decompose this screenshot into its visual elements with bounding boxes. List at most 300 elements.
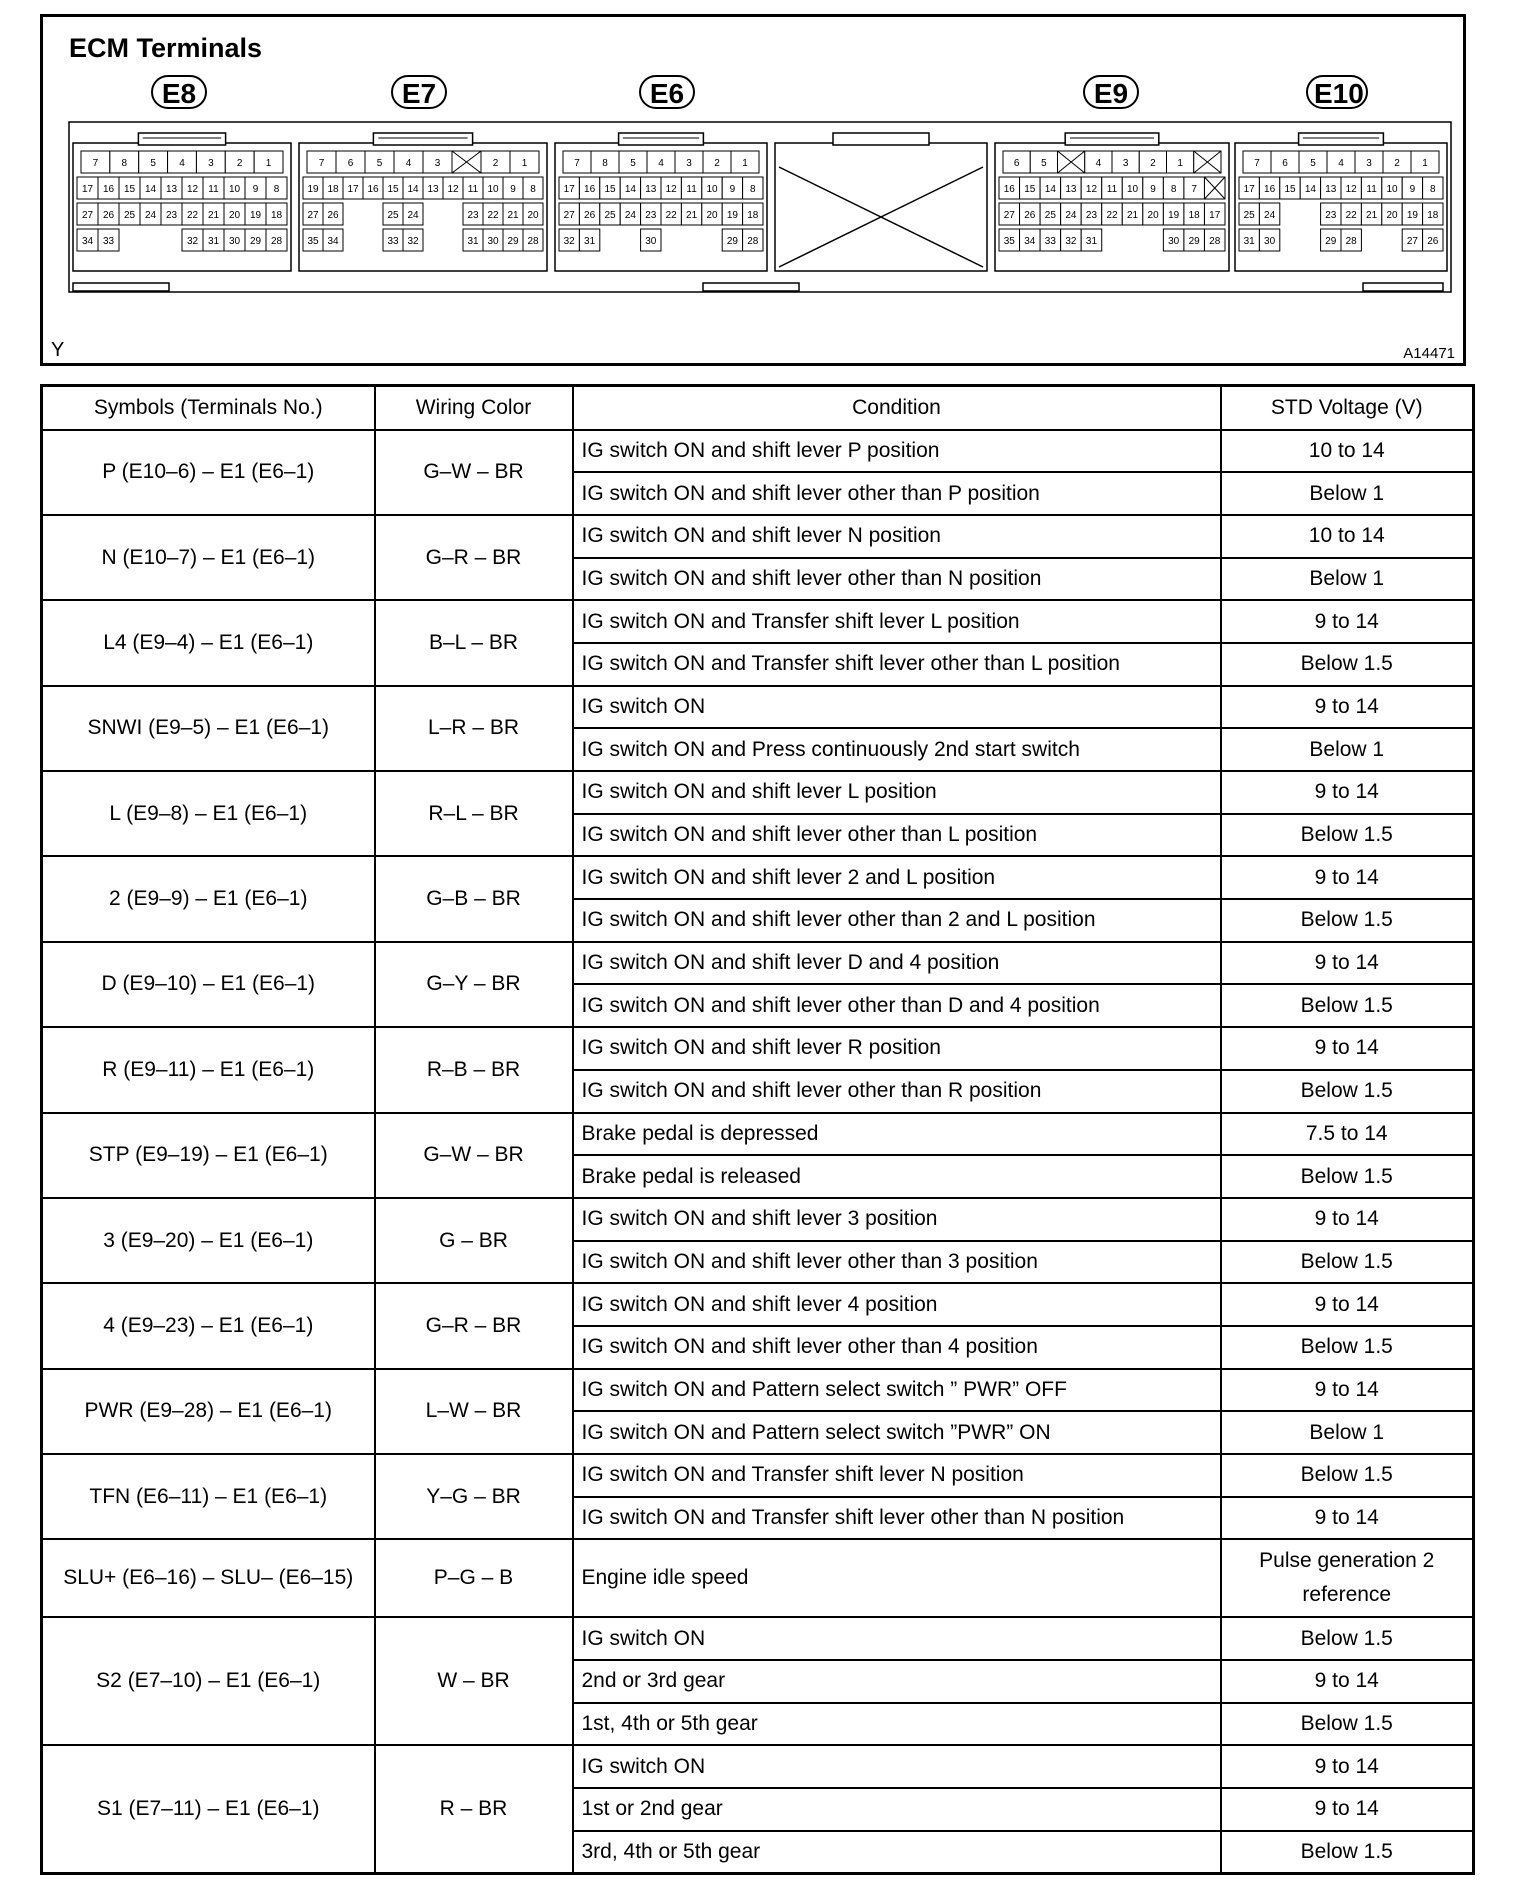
- symbol-cell: 2 (E9–9) – E1 (E6–1): [42, 856, 375, 941]
- terminal-number: 5: [1041, 158, 1047, 169]
- blank-connector-latch: [833, 133, 929, 145]
- terminal-number: 12: [1085, 184, 1098, 195]
- std-voltage-cell: Below 1.5: [1221, 1703, 1474, 1746]
- connector-drawing: [43, 17, 1463, 363]
- terminal-number: 9: [1409, 184, 1416, 195]
- terminal-number: 28: [270, 236, 283, 247]
- condition-cell: Brake pedal is depressed: [573, 1113, 1221, 1156]
- terminal-number: 11: [467, 184, 479, 195]
- condition-cell: IG switch ON and shift lever other than R position: [573, 1070, 1221, 1113]
- terminal-number: 21: [207, 210, 220, 221]
- std-voltage-cell: 9 to 14: [1221, 942, 1474, 985]
- terminal-number: 2: [714, 158, 720, 169]
- terminal-number: 19: [726, 210, 738, 221]
- terminal-number: 32: [407, 236, 419, 247]
- terminal-number: 15: [387, 184, 399, 195]
- terminal-number: 17: [347, 184, 359, 195]
- terminal-number: 6: [1013, 158, 1020, 169]
- terminal-number: 12: [665, 184, 677, 195]
- condition-cell: IG switch ON and shift lever 2 and L position: [573, 856, 1221, 899]
- terminal-number: 27: [1406, 236, 1418, 247]
- connector-latch: [1065, 133, 1159, 145]
- terminal-number: 22: [665, 210, 677, 221]
- wiring-color-cell: P–G – B: [375, 1539, 573, 1617]
- terminal-number: 17: [1243, 184, 1255, 195]
- terminal-number: 33: [387, 236, 399, 247]
- symbol-cell: SNWI (E9–5) – E1 (E6–1): [42, 686, 375, 771]
- table-row: [42, 1113, 1474, 1156]
- terminal-number: 3: [1366, 158, 1372, 169]
- connector-label: E7: [391, 75, 447, 109]
- std-voltage-cell: Below 1.5: [1221, 1617, 1474, 1660]
- terminal-number: 30: [487, 236, 499, 247]
- terminal-number: 35: [307, 236, 319, 247]
- terminal-number: 25: [123, 210, 136, 221]
- table-row: [42, 1198, 1474, 1241]
- condition-cell: IG switch ON and shift lever other than 4 position: [573, 1326, 1221, 1369]
- std-voltage-cell: Pulse generation 2 reference: [1221, 1539, 1474, 1617]
- terminal-number: 4: [1338, 158, 1344, 169]
- terminal-number: 17: [81, 184, 94, 195]
- terminal-number: 9: [729, 184, 736, 195]
- terminal-number: 25: [387, 210, 399, 221]
- terminal-number: 24: [1264, 210, 1276, 221]
- terminal-number: 31: [584, 236, 596, 247]
- header-condition: Condition: [573, 386, 1221, 430]
- bottom-tab: [1363, 283, 1443, 291]
- terminal-number: 20: [527, 210, 539, 221]
- terminal-number: 18: [1188, 210, 1200, 221]
- condition-cell: IG switch ON and shift lever other than D and 4 position: [573, 984, 1221, 1027]
- connector-latch: [619, 133, 704, 145]
- terminal-number: 7: [574, 158, 580, 169]
- terminal-number: 2: [236, 158, 243, 169]
- terminal-number: 14: [624, 184, 636, 195]
- std-voltage-cell: Below 1.5: [1221, 643, 1474, 686]
- terminal-number: 19: [249, 210, 262, 221]
- std-voltage-cell: Below 1.5: [1221, 1454, 1474, 1497]
- terminal-number: 13: [1325, 184, 1337, 195]
- terminal-number: 3: [208, 158, 214, 169]
- condition-cell: IG switch ON and shift lever L position: [573, 771, 1221, 814]
- terminal-number: 13: [1065, 184, 1077, 195]
- terminal-number: 15: [123, 184, 136, 195]
- terminal-number: 1: [521, 158, 528, 169]
- terminal-number: 7: [1191, 184, 1197, 195]
- terminal-number: 16: [584, 184, 596, 195]
- terminal-number: 31: [1085, 236, 1098, 247]
- terminal-number: 19: [1406, 210, 1418, 221]
- figure-code: A14471: [1403, 345, 1455, 362]
- std-voltage-cell: 7.5 to 14: [1221, 1113, 1474, 1156]
- terminal-number: 18: [270, 210, 283, 221]
- terminal-number: 26: [584, 210, 596, 221]
- diagram-title: ECM Terminals: [69, 33, 263, 63]
- std-voltage-cell: 9 to 14: [1221, 1788, 1474, 1831]
- std-voltage-cell: Below 1.5: [1221, 814, 1474, 857]
- connector-latch: [1299, 133, 1384, 145]
- condition-cell: IG switch ON: [573, 1745, 1221, 1788]
- wiring-color-cell: G – BR: [375, 1198, 573, 1283]
- symbol-cell: R (E9–11) – E1 (E6–1): [42, 1027, 375, 1112]
- terminal-number: 30: [1264, 236, 1276, 247]
- connector-label: E10: [1306, 75, 1368, 109]
- terminal-number: 26: [1427, 236, 1439, 247]
- condition-cell: IG switch ON: [573, 1617, 1221, 1660]
- terminal-number: 22: [186, 210, 199, 221]
- std-voltage-cell: Below 1.5: [1221, 984, 1474, 1027]
- terminal-number: 7: [92, 158, 99, 169]
- terminal-number: 8: [602, 158, 608, 169]
- wiring-color-cell: G–R – BR: [375, 1283, 573, 1368]
- symbol-cell: 4 (E9–23) – E1 (E6–1): [42, 1283, 375, 1368]
- terminal-number: 1: [742, 158, 748, 169]
- condition-cell: IG switch ON and Press continuously 2nd start switch: [573, 728, 1221, 771]
- terminal-number: 25: [604, 210, 616, 221]
- terminal-number: 19: [1168, 210, 1180, 221]
- terminal-number: 15: [1024, 184, 1036, 195]
- terminal-number: 21: [1126, 210, 1139, 221]
- terminal-number: 16: [367, 184, 379, 195]
- terminal-number: 3: [686, 158, 692, 169]
- symbol-cell: STP (E9–19) – E1 (E6–1): [42, 1113, 375, 1198]
- wiring-color-cell: L–W – BR: [375, 1369, 573, 1454]
- terminal-number: 26: [102, 210, 115, 221]
- terminal-number: 27: [81, 210, 94, 221]
- std-voltage-cell: Below 1: [1221, 558, 1474, 601]
- terminal-number: 32: [186, 236, 199, 247]
- condition-cell: IG switch ON and shift lever other than L position: [573, 814, 1221, 857]
- terminal-number: 11: [208, 184, 219, 195]
- terminal-number: 10: [1126, 184, 1139, 195]
- wiring-color-cell: R–L – BR: [375, 771, 573, 856]
- condition-cell: 1st or 2nd gear: [573, 1788, 1221, 1831]
- symbol-cell: P (E10–6) – E1 (E6–1): [42, 430, 375, 515]
- terminal-number: 14: [1044, 184, 1056, 195]
- std-voltage-cell: 9 to 14: [1221, 856, 1474, 899]
- table-row: [42, 686, 1474, 729]
- terminal-number: 8: [121, 158, 128, 169]
- std-voltage-cell: 9 to 14: [1221, 600, 1474, 643]
- terminal-number: 26: [327, 210, 339, 221]
- terminal-number: 13: [165, 184, 178, 195]
- condition-cell: IG switch ON and shift lever other than N position: [573, 558, 1221, 601]
- bottom-tab: [73, 283, 169, 291]
- terminal-number: 23: [1085, 210, 1098, 221]
- ecm-terminals-diagram: [40, 14, 1466, 366]
- table-row: [42, 1539, 1474, 1617]
- corner-mark: Y: [51, 339, 65, 361]
- std-voltage-cell: 9 to 14: [1221, 686, 1474, 729]
- terminal-number: 10: [487, 184, 499, 195]
- terminal-number: 22: [487, 210, 499, 221]
- terminal-number: 23: [467, 210, 479, 221]
- terminal-number: 4: [1095, 158, 1102, 169]
- symbol-cell: SLU+ (E6–16) – SLU– (E6–15): [42, 1539, 375, 1617]
- std-voltage-cell: 10 to 14: [1221, 515, 1474, 558]
- std-voltage-cell: 10 to 14: [1221, 430, 1474, 473]
- wiring-color-cell: G–R – BR: [375, 515, 573, 600]
- terminal-number: 23: [165, 210, 178, 221]
- terminal-number: 10: [228, 184, 241, 195]
- terminal-number: 10: [706, 184, 718, 195]
- std-voltage-cell: 9 to 14: [1221, 1745, 1474, 1788]
- terminal-number: 28: [747, 236, 759, 247]
- wiring-color-cell: G–W – BR: [375, 1113, 573, 1198]
- terminal-number: 33: [102, 236, 115, 247]
- terminal-number: 30: [228, 236, 241, 247]
- condition-cell: IG switch ON and Transfer shift lever other than L position: [573, 643, 1221, 686]
- std-voltage-cell: 9 to 14: [1221, 1497, 1474, 1540]
- terminal-number: 28: [527, 236, 539, 247]
- terminal-number: 27: [1003, 210, 1015, 221]
- terminal-number: 14: [407, 184, 419, 195]
- terminal-number: 24: [144, 210, 157, 221]
- terminal-number: 10: [1386, 184, 1398, 195]
- terminal-number: 27: [307, 210, 319, 221]
- wiring-color-cell: B–L – BR: [375, 600, 573, 685]
- condition-cell: IG switch ON: [573, 686, 1221, 729]
- terminal-number: 26: [1024, 210, 1036, 221]
- terminal-number: 9: [252, 184, 259, 195]
- terminal-number: 34: [1024, 236, 1036, 247]
- table-row: [42, 1617, 1474, 1660]
- condition-cell: IG switch ON and Pattern select switch ”PWR” ON: [573, 1411, 1221, 1454]
- terminal-number: 15: [604, 184, 616, 195]
- terminal-number: 7: [318, 158, 325, 169]
- terminal-number: 25: [1044, 210, 1056, 221]
- terminal-number: 30: [1168, 236, 1180, 247]
- std-voltage-cell: Below 1: [1221, 472, 1474, 515]
- terminal-number: 23: [645, 210, 657, 221]
- std-voltage-cell: Below 1.5: [1221, 899, 1474, 942]
- connector-label: E6: [639, 75, 695, 109]
- terminal-number: 20: [1147, 210, 1159, 221]
- std-voltage-cell: Below 1.5: [1221, 1070, 1474, 1113]
- terminal-number: 14: [144, 184, 157, 195]
- terminal-number: 34: [327, 236, 339, 247]
- terminal-number: 29: [1325, 236, 1337, 247]
- terminal-number: 7: [1254, 158, 1260, 169]
- terminal-number: 16: [1003, 184, 1015, 195]
- terminal-number: 9: [510, 184, 516, 195]
- table-row: [42, 1745, 1474, 1788]
- terminal-number: 17: [563, 184, 575, 195]
- terminal-number: 22: [1345, 210, 1357, 221]
- std-voltage-cell: 9 to 14: [1221, 1027, 1474, 1070]
- symbol-cell: TFN (E6–11) – E1 (E6–1): [42, 1454, 375, 1539]
- terminal-number: 8: [1170, 184, 1177, 195]
- table-row: [42, 771, 1474, 814]
- wiring-color-cell: G–Y – BR: [375, 942, 573, 1027]
- wiring-color-cell: G–B – BR: [375, 856, 573, 941]
- connector-label: E9: [1083, 75, 1139, 109]
- symbol-cell: S1 (E7–11) – E1 (E6–1): [42, 1745, 375, 1873]
- terminal-number: 16: [102, 184, 115, 195]
- terminal-number: 20: [706, 210, 718, 221]
- terminal-number: 4: [405, 158, 412, 169]
- terminal-number: 8: [1430, 184, 1436, 195]
- wiring-color-cell: G–W – BR: [375, 430, 573, 515]
- table-header-row: [42, 386, 1474, 430]
- terminal-number: 20: [228, 210, 241, 221]
- table-row: [42, 1027, 1474, 1070]
- terminal-number: 2: [492, 158, 499, 169]
- terminal-number: 17: [1209, 210, 1221, 221]
- condition-cell: IG switch ON and Transfer shift lever other than N position: [573, 1497, 1221, 1540]
- terminal-number: 1: [1177, 158, 1183, 169]
- terminal-number: 22: [1106, 210, 1118, 221]
- terminal-number: 2: [1394, 158, 1400, 169]
- condition-cell: IG switch ON and shift lever R position: [573, 1027, 1221, 1070]
- condition-cell: Engine idle speed: [573, 1539, 1221, 1617]
- terminal-number: 15: [1284, 184, 1296, 195]
- terminal-number: 8: [273, 184, 280, 195]
- terminal-number: 20: [1386, 210, 1398, 221]
- terminal-number: 24: [624, 210, 636, 221]
- terminal-number: 34: [81, 236, 94, 247]
- terminal-number: 6: [1282, 158, 1288, 169]
- condition-cell: 2nd or 3rd gear: [573, 1660, 1221, 1703]
- terminal-number: 29: [726, 236, 738, 247]
- terminal-number: 13: [427, 184, 439, 195]
- std-voltage-cell: Below 1.5: [1221, 1326, 1474, 1369]
- terminal-number: 8: [530, 184, 536, 195]
- table-row: [42, 600, 1474, 643]
- condition-cell: IG switch ON and shift lever other than 3 position: [573, 1241, 1221, 1284]
- terminal-number: 31: [207, 236, 220, 247]
- terminal-number: 31: [467, 236, 479, 247]
- terminal-number: 16: [1264, 184, 1276, 195]
- std-voltage-cell: Below 1.5: [1221, 1155, 1474, 1198]
- condition-cell: 1st, 4th or 5th gear: [573, 1703, 1221, 1746]
- symbol-cell: S2 (E7–10) – E1 (E6–1): [42, 1617, 375, 1745]
- connector-latch: [138, 133, 225, 145]
- terminal-number: 27: [563, 210, 575, 221]
- terminal-number: 11: [686, 184, 697, 195]
- terminal-number: 21: [507, 210, 519, 221]
- condition-cell: Brake pedal is released: [573, 1155, 1221, 1198]
- terminal-number: 2: [1150, 158, 1156, 169]
- header-std-voltage: STD Voltage (V): [1221, 386, 1474, 430]
- condition-cell: IG switch ON and shift lever 4 position: [573, 1283, 1221, 1326]
- terminal-number: 18: [327, 184, 339, 195]
- terminal-number: 13: [645, 184, 657, 195]
- symbol-cell: 3 (E9–20) – E1 (E6–1): [42, 1198, 375, 1283]
- symbol-cell: L4 (E9–4) – E1 (E6–1): [42, 600, 375, 685]
- terminal-number: 24: [407, 210, 419, 221]
- terminal-number: 5: [150, 158, 156, 169]
- connector-label: E8: [151, 75, 207, 109]
- terminal-number: 12: [186, 184, 199, 195]
- std-voltage-cell: Below 1.5: [1221, 1241, 1474, 1284]
- std-voltage-cell: 9 to 14: [1221, 1283, 1474, 1326]
- symbol-cell: L (E9–8) – E1 (E6–1): [42, 771, 375, 856]
- symbol-cell: PWR (E9–28) – E1 (E6–1): [42, 1369, 375, 1454]
- wiring-color-cell: R – BR: [375, 1745, 573, 1873]
- condition-cell: IG switch ON and Transfer shift lever N position: [573, 1454, 1221, 1497]
- terminal-number: 24: [1065, 210, 1077, 221]
- std-voltage-cell: 9 to 14: [1221, 771, 1474, 814]
- condition-cell: IG switch ON and Transfer shift lever L position: [573, 600, 1221, 643]
- condition-cell: IG switch ON and Pattern select switch ” PWR” OFF: [573, 1369, 1221, 1412]
- header-wiring-color: Wiring Color: [375, 386, 573, 430]
- wiring-color-cell: W – BR: [375, 1617, 573, 1745]
- terminal-number: 29: [507, 236, 519, 247]
- terminal-number: 11: [1366, 184, 1377, 195]
- table-row: [42, 430, 1474, 473]
- terminal-number: 11: [1106, 184, 1118, 195]
- terminal-number: 32: [563, 236, 575, 247]
- terminal-voltage-table: [40, 384, 1475, 1875]
- symbol-cell: D (E9–10) – E1 (E6–1): [42, 942, 375, 1027]
- table-row: [42, 1369, 1474, 1412]
- terminal-number: 28: [1209, 236, 1221, 247]
- terminal-number: 4: [658, 158, 664, 169]
- terminal-number: 35: [1003, 236, 1015, 247]
- terminal-number: 1: [265, 158, 272, 169]
- std-voltage-cell: Below 1: [1221, 1411, 1474, 1454]
- table-row: [42, 515, 1474, 558]
- std-voltage-cell: 9 to 14: [1221, 1369, 1474, 1412]
- condition-cell: IG switch ON and shift lever N position: [573, 515, 1221, 558]
- terminal-number: 12: [1345, 184, 1357, 195]
- wiring-color-cell: L–R – BR: [375, 686, 573, 771]
- terminal-number: 33: [1044, 236, 1056, 247]
- wiring-color-cell: R–B – BR: [375, 1027, 573, 1112]
- wiring-color-cell: Y–G – BR: [375, 1454, 573, 1539]
- terminal-number: 18: [1427, 210, 1439, 221]
- condition-cell: IG switch ON and shift lever other than P position: [573, 472, 1221, 515]
- connector-latch: [373, 133, 472, 145]
- terminal-number: 30: [645, 236, 657, 247]
- condition-cell: IG switch ON and shift lever 3 position: [573, 1198, 1221, 1241]
- terminal-number: 3: [1122, 158, 1129, 169]
- std-voltage-cell: 9 to 14: [1221, 1198, 1474, 1241]
- terminal-number: 5: [376, 158, 383, 169]
- bottom-tab: [703, 283, 799, 291]
- condition-cell: IG switch ON and shift lever P position: [573, 430, 1221, 473]
- terminal-number: 6: [347, 158, 354, 169]
- table-row: [42, 1283, 1474, 1326]
- std-voltage-cell: 9 to 14: [1221, 1660, 1474, 1703]
- table-row: [42, 942, 1474, 985]
- condition-cell: 3rd, 4th or 5th gear: [573, 1831, 1221, 1874]
- terminal-number: 5: [1310, 158, 1316, 169]
- std-voltage-cell: Below 1: [1221, 728, 1474, 771]
- terminal-number: 1: [1422, 158, 1428, 169]
- condition-cell: IG switch ON and shift lever other than 2 and L position: [573, 899, 1221, 942]
- std-voltage-cell: Below 1.5: [1221, 1831, 1474, 1874]
- terminal-number: 21: [686, 210, 698, 221]
- terminal-number: 21: [1366, 210, 1378, 221]
- terminal-number: 5: [630, 158, 636, 169]
- terminal-number: 31: [1243, 236, 1255, 247]
- terminal-number: 3: [434, 158, 441, 169]
- terminal-number: 29: [249, 236, 262, 247]
- blank-connector-block: [775, 143, 987, 271]
- terminal-number: 4: [179, 158, 185, 169]
- terminal-number: 18: [747, 210, 759, 221]
- terminal-number: 29: [1188, 236, 1200, 247]
- terminal-number: 32: [1065, 236, 1077, 247]
- condition-cell: IG switch ON and shift lever D and 4 position: [573, 942, 1221, 985]
- terminal-number: 9: [1150, 184, 1156, 195]
- terminal-number: 12: [447, 184, 459, 195]
- header-symbols: Symbols (Terminals No.): [42, 386, 375, 430]
- terminal-number: 25: [1243, 210, 1255, 221]
- symbol-cell: N (E10–7) – E1 (E6–1): [42, 515, 375, 600]
